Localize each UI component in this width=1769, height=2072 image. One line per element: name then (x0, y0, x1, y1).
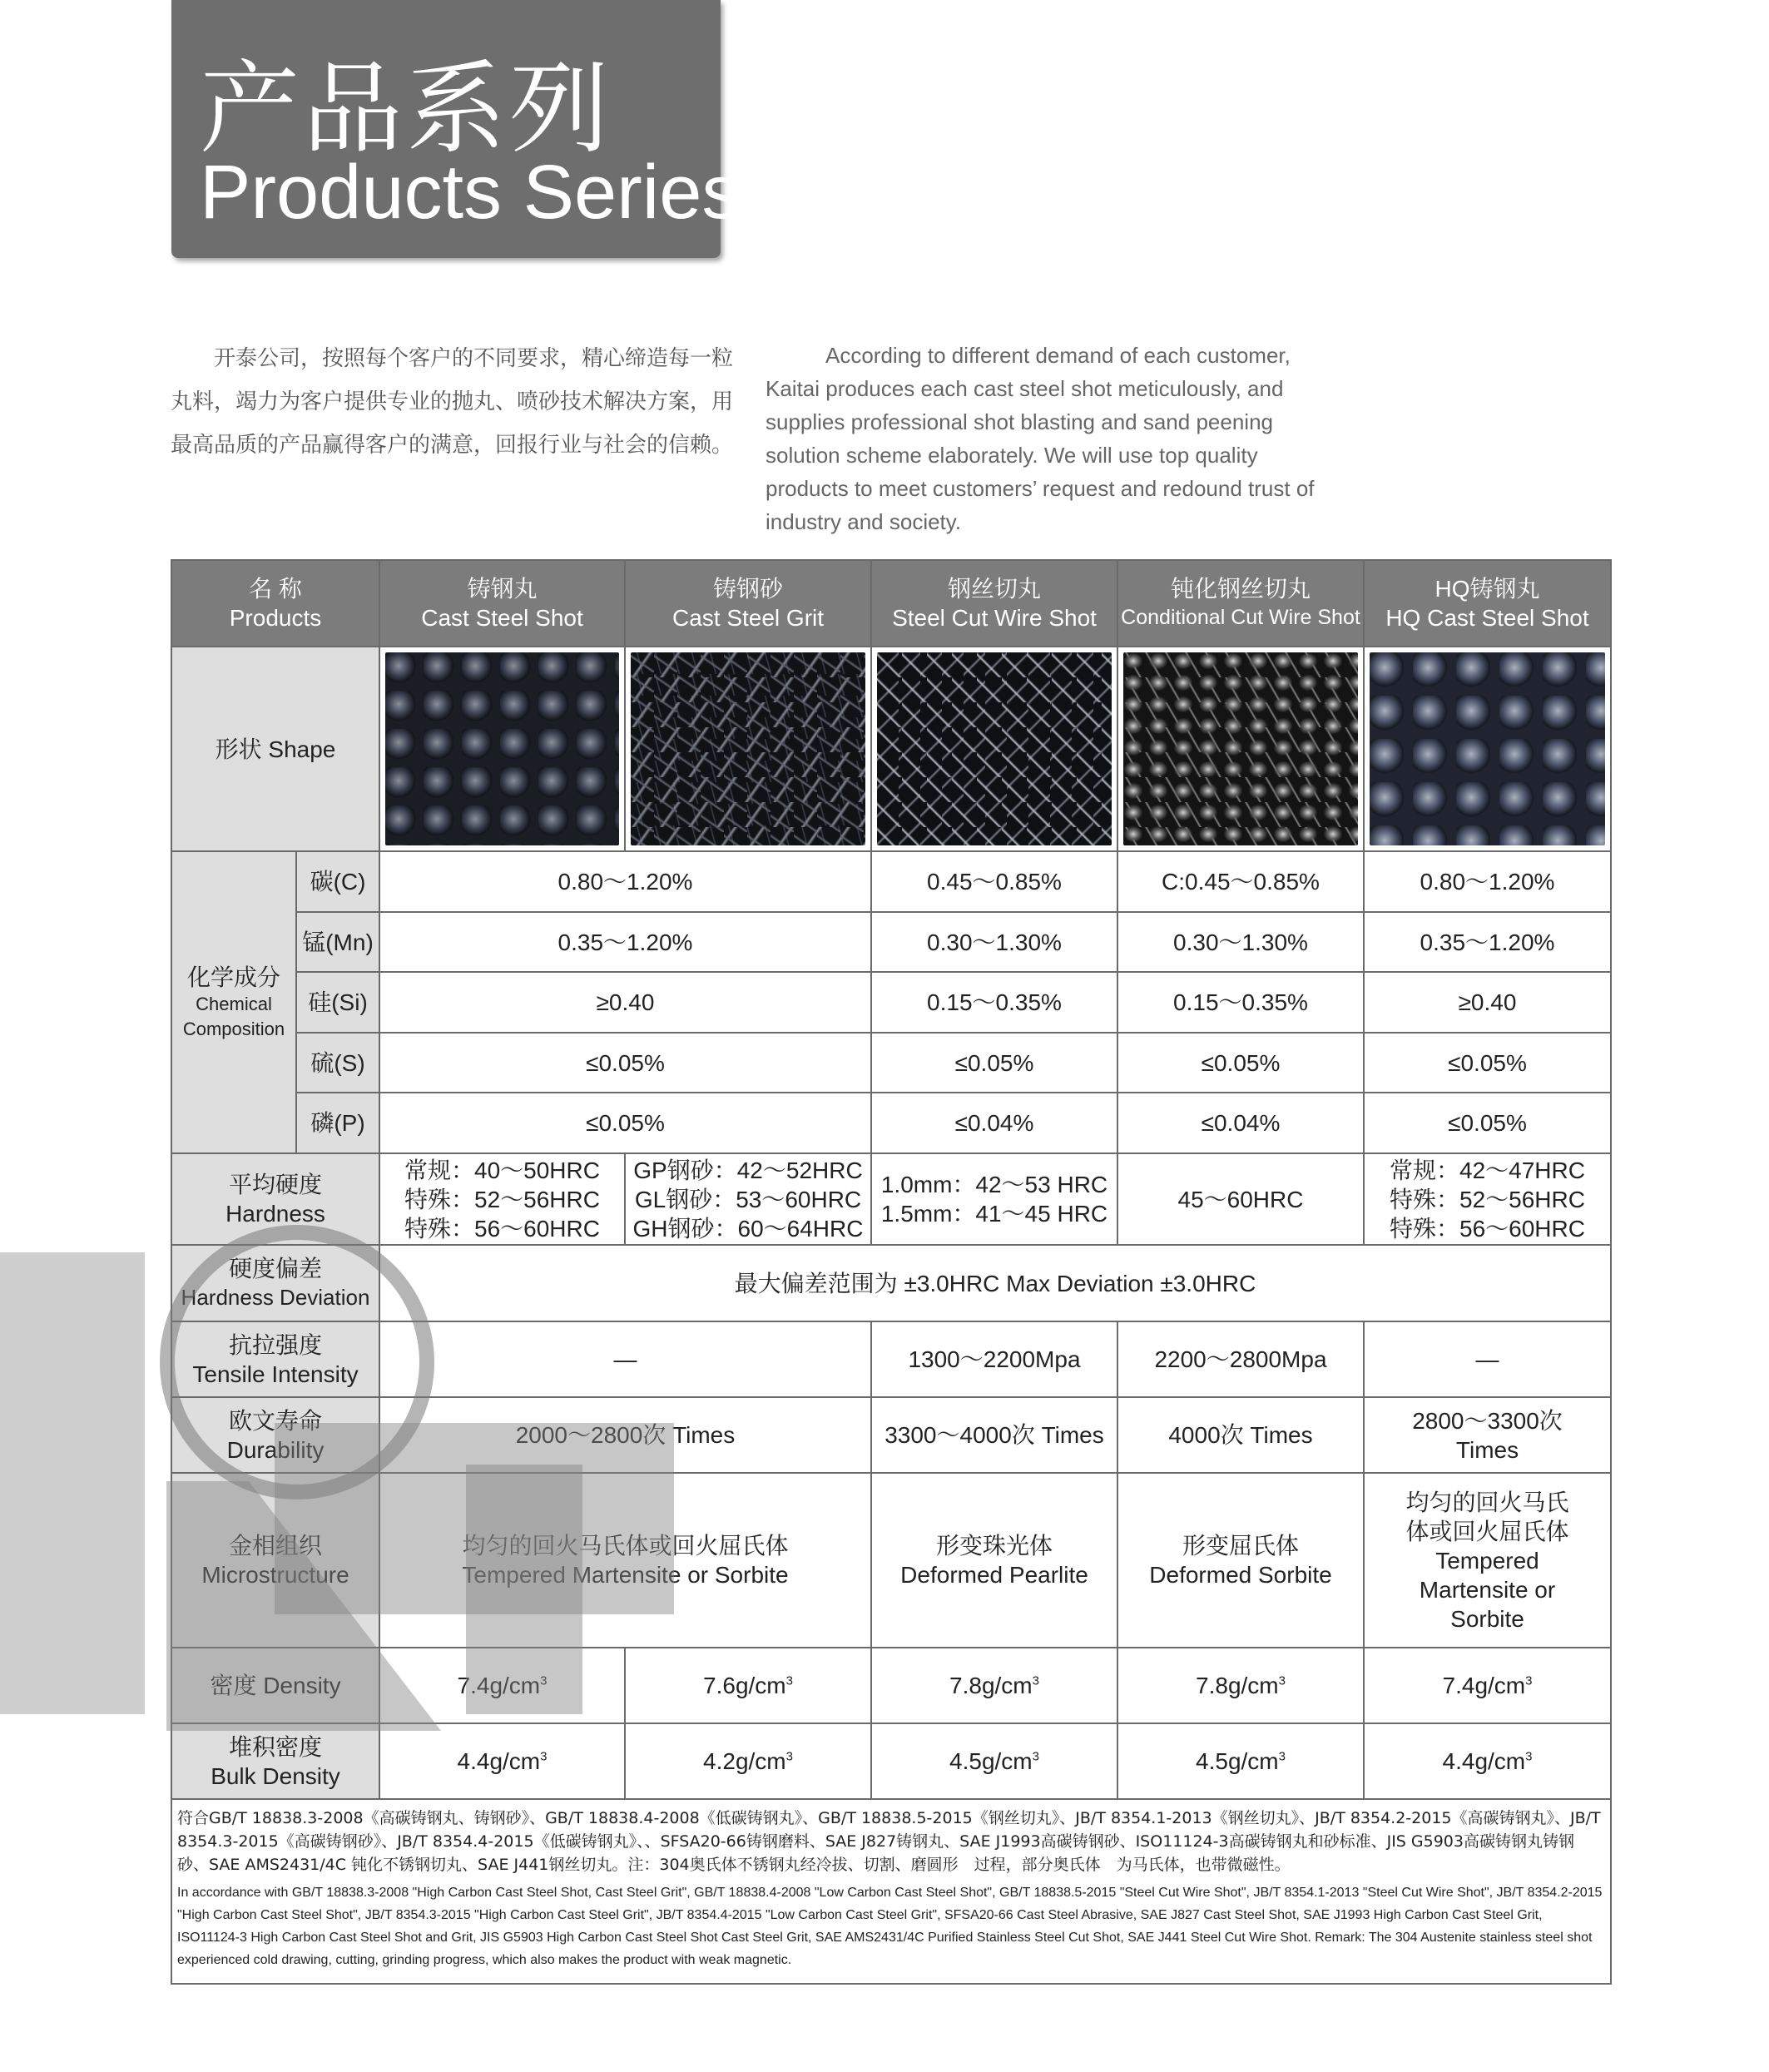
watermark-rect (0, 1252, 145, 1714)
micro-v5 (1364, 1473, 1611, 1648)
chem-manganese-v3: 0.30～1.30% (871, 912, 1117, 972)
micro-v12 (379, 1473, 871, 1648)
bulk-v3-value: 4.5g/cm (949, 1748, 1033, 1774)
hardness-p3-line: 1.5mm：41～45 HRC (880, 1201, 1108, 1227)
bulk-v2-value: 4.2g/cm (703, 1748, 786, 1774)
chem-label-en2: Composition (182, 1019, 285, 1039)
hardness-p4: 45～60HRC (1117, 1153, 1364, 1245)
shape-label: 形状 Shape (171, 647, 379, 851)
bulk-density-row (171, 1723, 1611, 1799)
header-p4-zh: 钝化钢丝切丸 (1170, 576, 1311, 602)
hardness-p1 (379, 1153, 625, 1245)
chem-sulfur-row (171, 1033, 1611, 1093)
hardness-p3-line: 1.0mm：42～53 HRC (880, 1172, 1108, 1197)
chem-label-zh: 化学成分 (186, 964, 280, 990)
durability-label-zh: 欧文寿命 (228, 1407, 322, 1434)
micro-v5-line: Tempered (1435, 1547, 1539, 1574)
unit-exponent: 3 (1525, 1673, 1533, 1688)
unit-exponent: 3 (1032, 1673, 1039, 1688)
standards-note (171, 1799, 1611, 1984)
unit-exponent: 3 (540, 1673, 548, 1688)
micro-v4 (1117, 1473, 1364, 1648)
micro-row (171, 1473, 1611, 1648)
density-v1-value: 7.4g/cm (457, 1673, 541, 1698)
bulk-density-label-en: Bulk Density (211, 1762, 340, 1789)
chem-label (171, 851, 296, 1153)
chem-silicon-row (171, 972, 1611, 1033)
standards-note-zh: 符合GB/T 18838.3-2008《高碳铸钢丸、铸钢砂》、GB/T 18838.4-2008《低碳铸钢丸》、GB/T 18838.5-2015《钢丝切丸》、JB/T 8354.1-2013《钢丝切丸》、JB/T 8354.2-2015《高碳铸钢丸》、JB/T 8354.3-2015《高碳铸钢砂》、JB/T 8354.4-2015《低碳铸钢丸》、、SFSA20-66铸钢磨料、SAE J827铸钢丸、SAE J1993高碳铸钢砂、ISO11124-3高碳铸钢丸和砂标准、JIS G5903高碳铸钢丸铸钢砂、SAE AMS2431/4C 钝化不锈钢切丸、SAE J441钢丝切丸。注：304奥氏体不锈钢丸经冷拔、切割、磨圆形 过程，部分奥氏体 为马氏体，也带微磁性。 (177, 1809, 1601, 1874)
durability-v4: 4000次 Times (1117, 1397, 1364, 1473)
density-v3 (871, 1648, 1117, 1723)
bulk-v2 (625, 1723, 871, 1799)
micro-v12-zh: 均匀的回火马氏体或回火屈氏体 (462, 1533, 789, 1559)
chem-manganese-v5: 0.35～1.20% (1364, 912, 1611, 972)
header-p2-zh: 铸钢砂 (712, 576, 783, 602)
header-label-cell (171, 560, 379, 647)
durability-v5 (1364, 1397, 1611, 1473)
deviation-label-en: Hardness Deviation (181, 1285, 370, 1310)
density-v2 (625, 1648, 871, 1723)
chem-carbon-label: 碳(C) (296, 851, 379, 912)
density-v5 (1364, 1648, 1611, 1723)
intro-text-zh: 开泰公司，按照每个客户的不同要求，精心缔造每一粒丸料，竭力为客户提供专业的抛丸、喷砂技术解决方案，用最高品质的产品赢得客户的满意，回报行业与社会的信赖。 (171, 346, 734, 458)
bulk-v5-value: 4.4g/cm (1442, 1748, 1526, 1774)
conditional-cut-wire-shot-image (1123, 652, 1358, 845)
density-v2-value: 7.6g/cm (703, 1673, 786, 1698)
deviation-label (171, 1245, 379, 1321)
micro-v5-line: 均匀的回火马氏 (1405, 1489, 1569, 1515)
chem-manganese-v4: 0.30～1.30% (1117, 912, 1364, 972)
bulk-v4 (1117, 1723, 1364, 1799)
unit-exponent: 3 (540, 1749, 548, 1764)
durability-v5-line: 2800～3300次 (1412, 1407, 1563, 1434)
shape-cast-steel-shot-cell (379, 647, 625, 851)
chem-phosphorus-row (171, 1093, 1611, 1153)
product-spec-table (171, 559, 1612, 1985)
density-label: 密度 Density (171, 1648, 379, 1723)
density-v5-value: 7.4g/cm (1442, 1673, 1526, 1698)
header-p1-en: Cast Steel Shot (421, 605, 583, 631)
chem-manganese-v12: 0.35～1.20% (379, 912, 871, 972)
chem-phosphorus-v5: ≤0.05% (1364, 1093, 1611, 1153)
durability-label (171, 1397, 379, 1473)
micro-v3-en: Deformed Pearlite (900, 1562, 1088, 1588)
chem-silicon-v4: 0.15～0.35% (1117, 972, 1364, 1033)
micro-v5-line: 体或回火屈氏体 (1405, 1518, 1569, 1544)
hardness-p1-line: 常规：40～50HRC (404, 1157, 600, 1183)
chem-sulfur-v4: ≤0.05% (1117, 1033, 1364, 1093)
chem-silicon-label: 硅(Si) (296, 972, 379, 1033)
header-p4-en: Conditional Cut Wire Shot (1121, 606, 1360, 629)
chem-sulfur-v3: ≤0.05% (871, 1033, 1117, 1093)
header-p5-zh: HQ铸钢丸 (1435, 576, 1540, 602)
header-p3-en: Steel Cut Wire Shot (892, 605, 1097, 631)
hardness-label-zh: 平均硬度 (228, 1172, 322, 1197)
unit-exponent: 3 (1525, 1749, 1533, 1764)
micro-v3-zh: 形变珠光体 (935, 1533, 1053, 1559)
durability-row (171, 1397, 1611, 1473)
deviation-row (171, 1245, 1611, 1321)
hardness-p1-line: 特殊：52～56HRC (404, 1186, 600, 1212)
header-cast-steel-grit (625, 560, 871, 647)
header-p2-en: Cast Steel Grit (671, 605, 825, 631)
hardness-p2 (625, 1153, 871, 1245)
header-label-en: Products (229, 605, 322, 631)
cast-steel-grit-image (631, 652, 865, 845)
chem-sulfur-v5: ≤0.05% (1364, 1033, 1611, 1093)
micro-v12-en: Tempered Martensite or Sorbite (462, 1562, 789, 1588)
chem-phosphorus-v4: ≤0.04% (1117, 1093, 1364, 1153)
header-row (171, 560, 1611, 647)
durability-v12: 2000～2800次 Times (379, 1397, 871, 1473)
density-row (171, 1648, 1611, 1723)
tensile-v5: — (1364, 1321, 1611, 1397)
density-v4-value: 7.8g/cm (1196, 1673, 1279, 1698)
bulk-density-label (171, 1723, 379, 1799)
micro-label-en: Microstructure (201, 1562, 349, 1588)
bulk-v3 (871, 1723, 1117, 1799)
header-conditional-cut-wire-shot (1117, 560, 1364, 647)
standards-note-en: In accordance with GB/T 18838.3-2008 "High Carbon Cast Steel Shot, Cast Steel Grit", GB/T 18838.4-2008 "Low Carbon Cast Steel Shot", GB/T 18838.5-2015 "Steel Cut Wire Shot", JB/T 8354.1-2013 "Steel Cut Wire Shot", JB/T 8354.2-2015 "High Carbon Cast Steel Shot", JB/T 8354.3-2015 "High Carbon Cast Steel Grit", JB/T 8354.4-2015 "Low Carbon Cast Steel Grit", SFSA20-66 Cast Steel Abrasive, SAE J827 Cast Steel Shot, SAE J1993 High Carbon Cast Steel Grit, ISO11124-3 High Carbon Cast Steel Shot and Grit, JIS G5903 High Carbon Cast Steel Shot Cast Steel Grit, SAE AMS2431/4C Purified Stainless Steel Cut Shot, SAE J441 Steel Cut Wire Shot. Remark: The 304 Austenite stainless steel shot experienced cold drawing, cutting, grinding progress, which also makes the product with weak magnetic. (177, 1886, 1603, 1967)
tensile-v3: 1300～2200Mpa (871, 1321, 1117, 1397)
bulk-v1-value: 4.4g/cm (457, 1748, 541, 1774)
hardness-p5-line: 特殊：52～56HRC (1390, 1186, 1585, 1212)
note-row (171, 1799, 1611, 1984)
bulk-v1 (379, 1723, 625, 1799)
header-hq-cast-steel-shot (1364, 560, 1611, 647)
hardness-p5-line: 特殊：56～60HRC (1390, 1215, 1585, 1242)
chem-carbon-v5: 0.80～1.20% (1364, 851, 1611, 912)
chem-silicon-v3: 0.15～0.35% (871, 972, 1117, 1033)
hardness-p3 (871, 1153, 1117, 1245)
durability-v3: 3300～4000次 Times (871, 1397, 1117, 1473)
page-title-zh: 产品系列 (200, 52, 612, 167)
unit-exponent: 3 (1278, 1673, 1286, 1688)
intro-text-en: According to different demand of each customer, Kaitai produces each cast steel shot meticulously, and supplies professional shot blasting and sand peening solution scheme elaborately. We will use top quality products to meet customers’ request and redound trust of industry and society. (766, 343, 1315, 534)
unit-exponent: 3 (1278, 1749, 1286, 1764)
micro-v4-en: Deformed Sorbite (1149, 1562, 1332, 1588)
micro-v3 (871, 1473, 1117, 1648)
steel-cut-wire-shot-image (877, 652, 1112, 845)
chem-sulfur-v12: ≤0.05% (379, 1033, 871, 1093)
shape-row (171, 647, 1611, 851)
header-label-zh: 名 称 (249, 576, 302, 602)
density-v4 (1117, 1648, 1364, 1723)
bulk-v4-value: 4.5g/cm (1196, 1748, 1279, 1774)
micro-label-zh: 金相组织 (228, 1533, 322, 1559)
chem-label-en1: Chemical (196, 994, 272, 1014)
hardness-p2-line: GL钢砂：53～60HRC (634, 1186, 862, 1212)
tensile-v4: 2200～2800Mpa (1117, 1321, 1364, 1397)
chem-phosphorus-v12: ≤0.05% (379, 1093, 871, 1153)
unit-exponent: 3 (785, 1749, 793, 1764)
micro-v4-zh: 形变屈氏体 (1182, 1533, 1299, 1559)
deviation-value: 最大偏差范围为 ±3.0HRC Max Deviation ±3.0HRC (379, 1245, 1611, 1321)
hardness-row (171, 1153, 1611, 1245)
bulk-v5 (1364, 1723, 1611, 1799)
tensile-label-en: Tensile Intensity (192, 1361, 359, 1387)
shape-hq-shot-cell (1364, 647, 1611, 851)
tensile-row (171, 1321, 1611, 1397)
shape-steel-cut-wire-cell (871, 647, 1117, 851)
density-v1 (379, 1648, 625, 1723)
hardness-p5-line: 常规：42～47HRC (1390, 1157, 1585, 1183)
chem-carbon-v4: C:0.45～0.85% (1117, 851, 1364, 912)
micro-v5-line: Martensite or (1419, 1576, 1556, 1603)
durability-v5-line: Times (1455, 1436, 1519, 1463)
deviation-label-zh: 硬度偏差 (228, 1256, 322, 1281)
hq-cast-steel-shot-image (1370, 652, 1605, 845)
hardness-label-en: Hardness (225, 1201, 325, 1227)
shape-conditional-wire-cell (1117, 647, 1364, 851)
chem-manganese-row (171, 912, 1611, 972)
unit-exponent: 3 (1032, 1749, 1039, 1764)
hardness-p2-line: GH钢砂：60～64HRC (632, 1215, 864, 1242)
header-p5-en: HQ Cast Steel Shot (1385, 605, 1589, 631)
header-cast-steel-shot (379, 560, 625, 647)
tensile-label (171, 1321, 379, 1397)
chem-phosphorus-label: 磷(P) (296, 1093, 379, 1153)
hardness-p2-line: GP钢砂：42～52HRC (633, 1157, 863, 1183)
header-p3-zh: 钢丝切丸 (947, 576, 1041, 602)
chem-carbon-v3: 0.45～0.85% (871, 851, 1117, 912)
chem-silicon-v5: ≥0.40 (1364, 972, 1611, 1033)
chem-silicon-v12: ≥0.40 (379, 972, 871, 1033)
hardness-p5 (1364, 1153, 1611, 1245)
chem-phosphorus-v3: ≤0.04% (871, 1093, 1117, 1153)
header-steel-cut-wire-shot (871, 560, 1117, 647)
hardness-p1-line: 特殊：56～60HRC (404, 1215, 600, 1242)
tensile-label-zh: 抗拉强度 (228, 1331, 322, 1358)
page-title-en: Products Series (200, 150, 741, 235)
cast-steel-shot-image (385, 652, 619, 845)
unit-exponent: 3 (785, 1673, 793, 1688)
micro-label (171, 1473, 379, 1648)
chem-sulfur-label: 硫(S) (296, 1033, 379, 1093)
tensile-v12: — (379, 1321, 871, 1397)
bulk-density-label-zh: 堆积密度 (228, 1733, 322, 1760)
micro-v5-line: Sorbite (1450, 1605, 1524, 1632)
chem-carbon-v12: 0.80～1.20% (379, 851, 871, 912)
header-p1-zh: 铸钢丸 (467, 576, 538, 602)
density-v3-value: 7.8g/cm (949, 1673, 1033, 1698)
shape-cast-steel-grit-cell (625, 647, 871, 851)
hardness-label (171, 1153, 379, 1245)
chem-manganese-label: 锰(Mn) (296, 912, 379, 972)
durability-label-en: Durability (226, 1436, 325, 1463)
chem-carbon-row (171, 851, 1611, 912)
